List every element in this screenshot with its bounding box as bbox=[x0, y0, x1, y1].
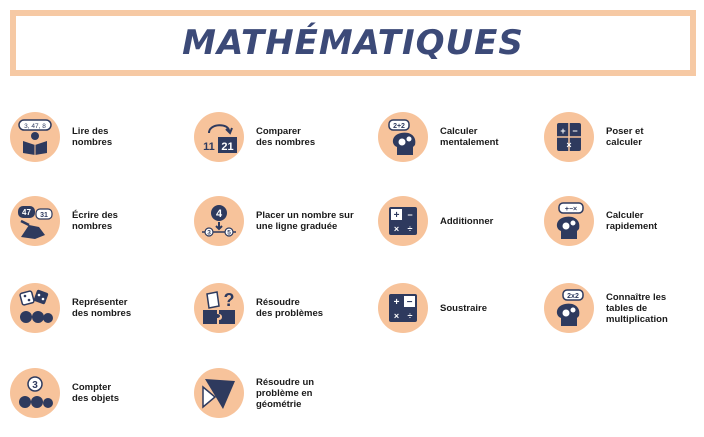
item-label: Placer un nombre sur une ligne graduée bbox=[256, 210, 354, 232]
icon-text-a: 47 bbox=[22, 208, 31, 217]
item-label: Représenter des nombres bbox=[72, 297, 132, 319]
item-tables-de-multiplication[interactable] bbox=[544, 283, 704, 333]
item-label: Résoudre des problèmes bbox=[256, 297, 324, 319]
icon-text: +−× bbox=[564, 206, 578, 213]
item-placer-un-nombre[interactable] bbox=[194, 196, 356, 246]
icon-text-c: 5 bbox=[227, 229, 231, 237]
item-comparer-des-nombres[interactable] bbox=[194, 112, 356, 162]
item-label: Poser et calculer bbox=[606, 126, 644, 148]
count-apples-icon bbox=[10, 368, 60, 418]
svg-text:−: − bbox=[407, 210, 413, 220]
geometry-shapes-icon bbox=[194, 368, 244, 418]
icon-text-a: 11 bbox=[203, 141, 215, 153]
item-label: Soustraire bbox=[440, 302, 487, 314]
operations-add-icon bbox=[378, 196, 428, 246]
item-label: Calculer mentalement bbox=[440, 126, 499, 148]
item-calculer-rapidement[interactable] bbox=[544, 196, 704, 246]
item-label: Connaître les tables de multiplication bbox=[606, 291, 668, 325]
icon-text-b: 21 bbox=[221, 141, 234, 153]
icon-text-b: 3 bbox=[207, 229, 211, 237]
svg-text:−: − bbox=[572, 126, 578, 136]
compare-arrows-icon bbox=[194, 112, 244, 162]
dice-apples-icon bbox=[10, 283, 60, 333]
svg-text:÷: ÷ bbox=[407, 311, 413, 321]
item-poser-et-calculer[interactable] bbox=[544, 112, 704, 162]
operations-subtract-icon bbox=[378, 283, 428, 333]
item-ecrire-des-nombres[interactable] bbox=[10, 196, 172, 246]
item-label: Lire des nombres bbox=[72, 126, 113, 148]
icon-text: 2x2 bbox=[567, 293, 579, 300]
head-operations-icon bbox=[544, 196, 594, 246]
svg-text:−: − bbox=[406, 297, 413, 308]
svg-text:×: × bbox=[393, 224, 400, 234]
svg-text:×: × bbox=[566, 140, 572, 150]
item-lire-des-nombres[interactable] bbox=[10, 112, 172, 162]
item-resoudre-un-probleme-geometrie[interactable] bbox=[194, 368, 356, 418]
item-representer-des-nombres[interactable] bbox=[10, 283, 172, 333]
hand-writing-icon bbox=[10, 196, 60, 246]
item-label: Calculer rapidement bbox=[606, 210, 658, 232]
svg-text:+: + bbox=[393, 297, 400, 308]
item-label: Compter des objets bbox=[72, 382, 119, 404]
book-numbers-icon bbox=[10, 112, 60, 162]
head-multiplication-icon bbox=[544, 283, 594, 333]
item-resoudre-des-problemes[interactable] bbox=[194, 283, 356, 333]
icon-text-b: 31 bbox=[40, 212, 48, 219]
puzzle-question-icon bbox=[194, 283, 244, 333]
page-title: MATHÉMATIQUES bbox=[182, 23, 524, 63]
svg-text:?: ? bbox=[223, 290, 235, 310]
item-additionner[interactable] bbox=[378, 196, 540, 246]
icon-text-a: 4 bbox=[215, 208, 223, 220]
icon-text: 3, 47, 8 bbox=[24, 123, 46, 130]
item-calculer-mentalement[interactable] bbox=[378, 112, 540, 162]
item-label: Résoudre un problème en géométrie bbox=[256, 376, 315, 410]
item-compter-des-objets[interactable] bbox=[10, 368, 172, 418]
item-label: Comparer des nombres bbox=[256, 126, 316, 148]
item-soustraire[interactable] bbox=[378, 283, 540, 333]
item-label: Écrire des nombres bbox=[72, 210, 118, 232]
head-gears-icon bbox=[378, 112, 428, 162]
number-line-icon bbox=[194, 196, 244, 246]
icon-text: 2+2 bbox=[393, 123, 405, 130]
svg-text:+: + bbox=[393, 210, 400, 221]
svg-text:÷: ÷ bbox=[407, 224, 413, 234]
svg-text:×: × bbox=[393, 311, 400, 321]
icon-text: 3 bbox=[32, 380, 38, 391]
svg-text:+: + bbox=[560, 126, 566, 136]
page-header bbox=[10, 10, 696, 76]
calculator-icon bbox=[544, 112, 594, 162]
item-label: Additionner bbox=[440, 215, 494, 227]
